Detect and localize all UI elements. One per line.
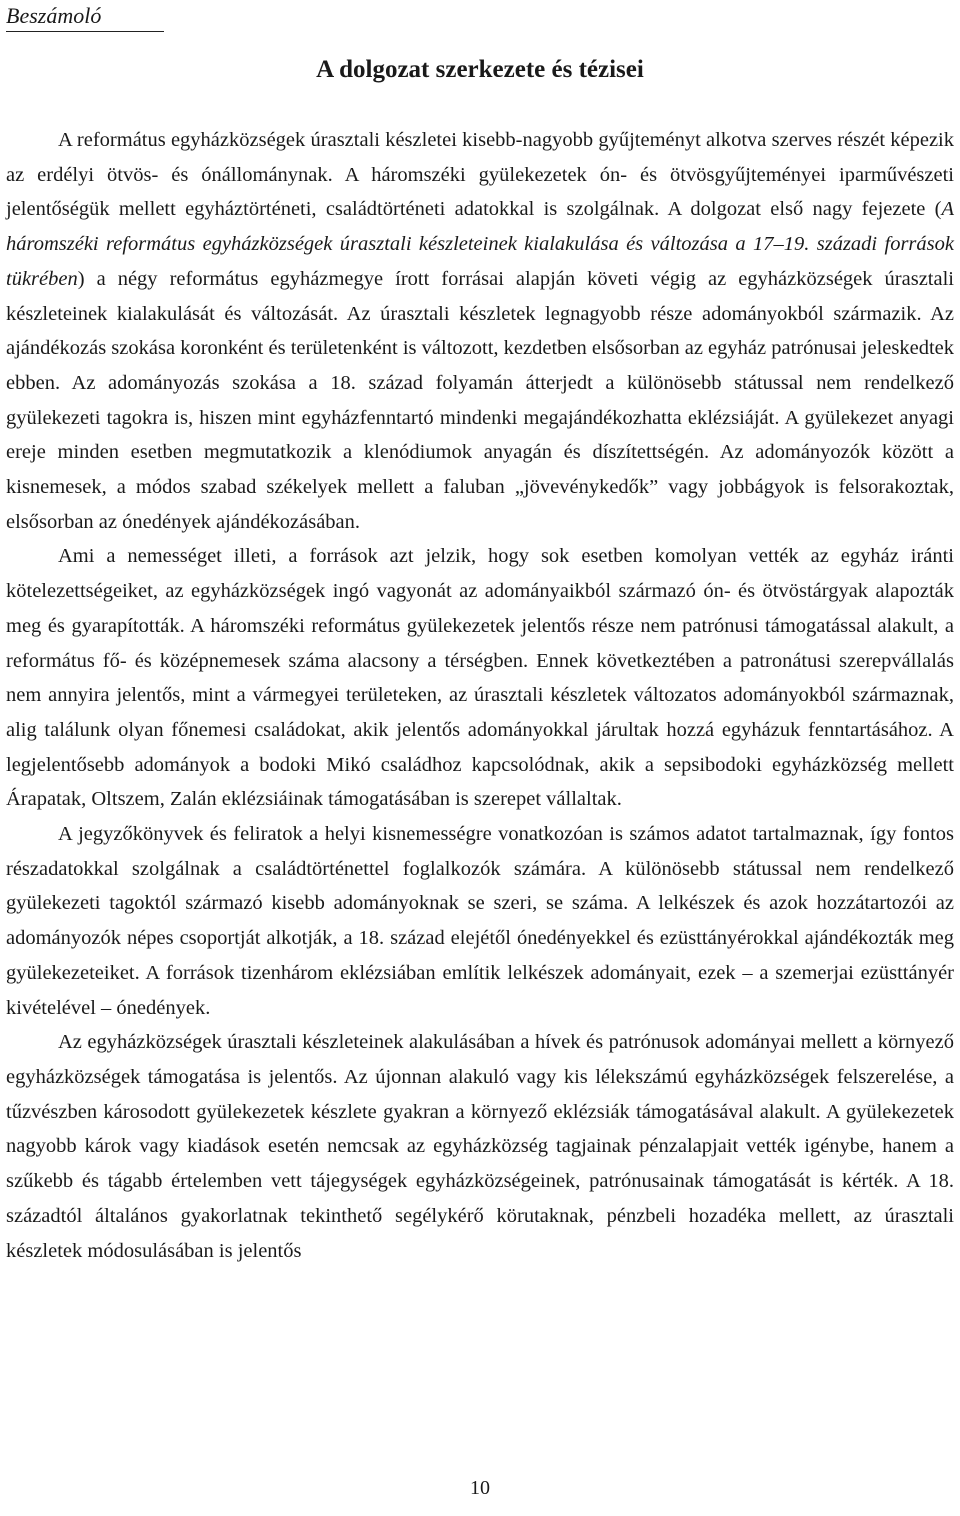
paragraph-1-text-a: A református egyházközségek úrasztali készletei kisebb-nagyobb gyűjteményt alkotva szerves részét képezik az erdélyi ötvös- és ónállománynak. A háromszéki gyülekezetek ón- és ötvösgyűjteményei iparművészeti jelentőségük mellett egyháztörténeti, családtörténeti adatokkal is szolgálnak. A dolgozat első nagy fejezete ( <box>6 129 954 221</box>
paragraph-1-chapter-title: A háromszéki református egyházközségek úrasztali készleteinek kialakulása és változása a 17–19. századi források tükrében <box>6 198 954 290</box>
paragraph-2-text: Ami a nemességet illeti, a források azt jelzik, hogy sok esetben komolyan vették az egyház iránti kötelezettségeiket, az egyházközségek ingó vagyonát az adományaikból származó ón- és ötvöstárgyak alapozták meg és gyarapították. A háromszéki református gyülekezetek jelentős része nem patrónusi támogatással alakult, a református fő- és középnemesek száma alacsony a térségben. Ennek következtében a patronátusi szerepvállalás nem annyira jelentős, mint a vármegyei területeken, az úrasztali készletek változatos adományokból származnak, alig találunk olyan főnemesi családokat, akik jelentős adományokkal járultak hozzá egyházuk fenntartásához. A legjelentősebb adományok a bodoki Mikó családhoz kapcsolódnak, akik a sepsibodoki egyházközség mellett Árapatak, Oltszem, Zalán eklézsiáinak támogatásában is szerepet vállaltak. <box>6 545 954 811</box>
body-text <box>6 123 954 1268</box>
section-title: A dolgozat szerkezete és tézisei <box>316 56 644 83</box>
running-head: Beszámoló <box>6 2 164 32</box>
paragraph-2 <box>6 539 954 817</box>
paragraph-3 <box>6 817 954 1025</box>
paragraph-4 <box>6 1025 954 1268</box>
paragraph-1-text-b: ) a négy református egyházmegye írott forrásai alapján követi végig az egyházközségek úrasztali készleteinek kialakulását és változását. Az úrasztali készletek legnagyobb része adományokból származik. Az ajándékozás szokása koronként és területenként is változott, kezdetben elsősorban az egyház patrónusai jeleskedtek ebben. Az adományozás szokása a 18. század folyamán átterjedt a különösebb státussal nem rendelkező gyülekezeti tagokra is, hiszen mint egyházfenntartó mindenki megajándékozhatta eklézsiáját. A gyülekezet anyagi ereje minden esetben megmutatkozik a klenódiumok anyagán és díszítettségén. Az adományozók között a kisnemesek, a módos szabad székelyek mellett a faluban „jövevénykedők” vagy jobbágyok is felsorakoztak, elsősorban az ónedények ajándékozásában. <box>6 267 954 533</box>
page-number: 10 <box>470 1477 490 1499</box>
paragraph-3-text: A jegyzőkönyvek és feliratok a helyi kisnemességre vonatkozóan is számos adatot tartalmaznak, így fontos részadatokkal szolgálnak a családtörténettel foglalkozók számára. A különösebb státussal nem rendelkező gyülekezeti tagoktól származó kisebb adományoknak se szeri, se száma. A lelkészek és azok hozzátartozói az adományozók népes csoportját alkotják, a 18. század elejétől ónedényekkel és ezüsttányérokkal ajándékozták meg gyülekezeteiket. A források tizenhárom eklézsiában említik lelkészek adományait, ezek – a szemerjai ezüsttányér kivételével – ónedények. <box>6 823 954 1019</box>
paragraph-4-text: Az egyházközségek úrasztali készleteinek alakulásában a hívek és patrónusok adományai mellett a környező egyházközségek támogatása is jelentős. Az újonnan alakuló vagy kis lélekszámú egyházközségek felszerelése, a tűzvészben károsodott gyülekezetek készlete gyakran a környező eklézsiák támogatásával alakult. A gyülekezetek nagyobb károk vagy kiadások esetén nemcsak az egyházközség tagjainak pénzalapjait vették igénybe, hanem a szűkebb és tágabb értelemben vett tájegységek egyházközségeinek, patrónusainak támogatását is kérték. A 18. századtól általános gyakorlatnak tekinthető segélykérő körutaknak, pénzbeli hozadéka mellett, az úrasztali készletek módosulásában is jelentős <box>6 1031 954 1262</box>
paragraph-1 <box>6 123 954 539</box>
